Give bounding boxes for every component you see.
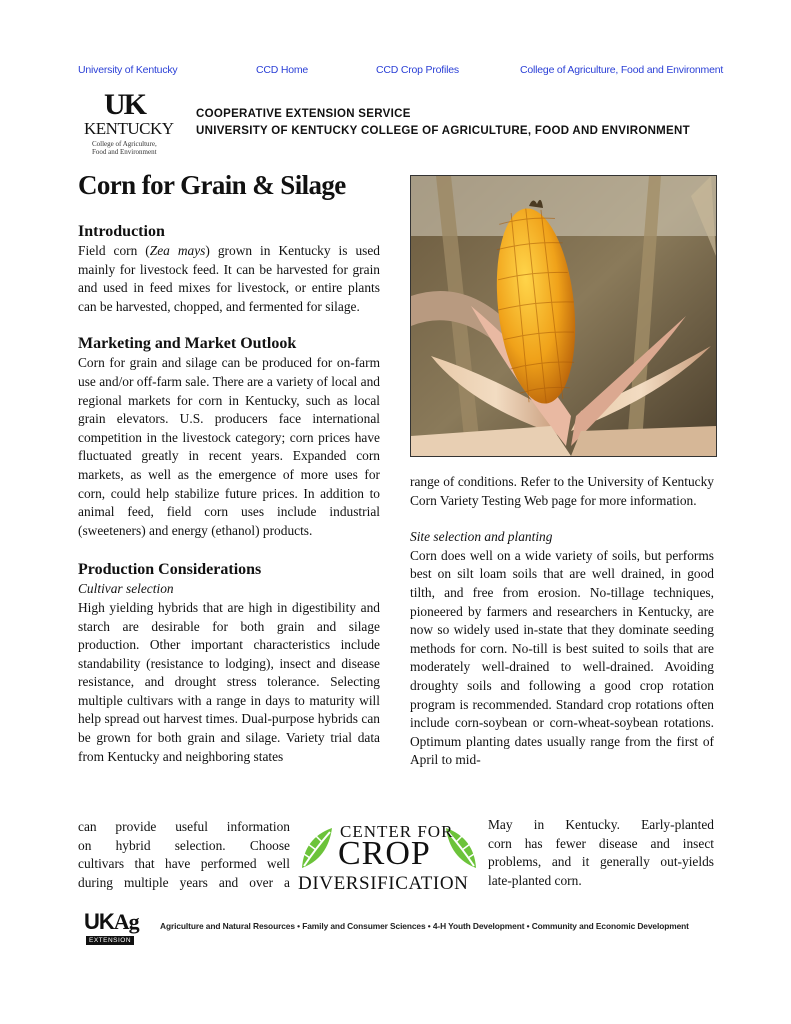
cultivar-narrow-text — [78, 818, 290, 892]
link-college[interactable]: College of Agriculture, Food and Environment — [520, 64, 724, 76]
cultivar-text: High yielding hybrids that are high in digestibility and starch are desirable for both grain and silage production. Other important characteristics include standability (resistance to lodging), insect and disease resistance, and drought stress tolerance. Selecting multiple cultivars with a range in days to maturity will help spread out harvest times. Dual-purpose hybrids can be grown for both grain and silage. Variety trial data from Kentucky and neighboring states — [78, 599, 380, 764]
intro-text — [78, 242, 380, 316]
uk-logo — [80, 90, 190, 162]
header-line-2: UNIVERSITY OF KENTUCKY COLLEGE OF AGRICULTURE, FOOD AND ENVIRONMENT — [196, 125, 690, 137]
ukag-ag: Ag — [113, 909, 139, 934]
logo-uk-text: UK — [104, 88, 145, 121]
ukag-uk: UK — [84, 909, 114, 934]
cultivar-line-2: on hybrid selection. Choose — [78, 837, 290, 853]
cultivar-line-4: during multiple years and over a — [78, 874, 290, 890]
intro-heading: Introduction — [78, 223, 165, 240]
left-column — [78, 222, 380, 766]
link-university-of-kentucky[interactable]: University of Kentucky — [78, 64, 178, 76]
ukag-extension-logo — [84, 910, 150, 950]
logo-sub-line-1: College of Agriculture, — [92, 140, 157, 148]
header-text — [196, 106, 690, 140]
ukag-extension-label: EXTENSION — [86, 936, 134, 945]
cultivar-line-3: cultivars that have performed well — [78, 856, 290, 872]
ccd-crop-text: CROP — [338, 835, 431, 872]
link-ccd-home[interactable]: CCD Home — [256, 64, 309, 76]
marketing-text: Corn for grain and silage can be produced for on-farm use and/or off-farm sale. There are a variety of local and regional markets for corn in Kentucky, such as local grain elevators. U.S. producers face international competition in the livestock category; corn prices have fluctuated greatly in recent years. Expanded corn markets, as well as the emergence of more uses for corn, could help stabilize future prices. In addition to animal feed, field corn uses include industrial (sweeteners) and energy (ethanol) products. — [78, 355, 380, 538]
site-heading: Site selection and planting — [410, 529, 553, 545]
site-line-1: May in Kentucky. Early-planted — [488, 817, 714, 832]
footer-program-areas: Agriculture and Natural Resources • Family and Consumer Sciences • 4-H Youth Development • Community and Economic Development — [160, 921, 689, 931]
marketing-heading: Marketing and Market Outlook — [78, 335, 297, 353]
intro-italic: Zea mays — [149, 243, 206, 258]
site-line-4: late-planted corn. — [488, 872, 582, 888]
site-narrow-text — [488, 816, 714, 890]
site-text: Corn does well on a wide variety of soils, but performs best on silt loam soils that are well drained, in good tilth, and free from erosion. No-tillage techniques, pioneered by farmers and researchers in Kentucky, are now so widely used in-state that they dominate seeding methods for corn. No-till is best suited to soils that are moderately well-drained to well-drained. Avoiding droughty soils and following a good crop rotation program is recommended. Standard crop rotations often include corn-soybean or corn-wheat-soybean rotations. Optimum planting dates usually range from the first of April to mid- — [410, 547, 714, 768]
ccd-center-text: CENTER FOR — [340, 822, 454, 841]
page-title: Corn for Grain & Silage — [78, 170, 346, 200]
right-column — [410, 473, 714, 770]
ukag-text — [84, 910, 150, 934]
site-line-2: corn has fewer disease and insect — [488, 835, 714, 851]
site-line-3: problems, and it generally out-yields — [488, 854, 714, 870]
production-heading: Production Considerations — [78, 561, 262, 579]
link-ccd-crop-profiles[interactable]: CCD Crop Profiles — [376, 64, 459, 76]
logo-sub-line-2: Food and Environment — [92, 148, 157, 156]
leaf-left-icon — [298, 824, 338, 874]
cultivar-line-1: can provide useful information — [78, 819, 290, 834]
logo-college-text — [92, 140, 157, 156]
header-line-1: COOPERATIVE EXTENSION SERVICE — [196, 108, 411, 120]
intro-text-a: Field corn ( — [78, 243, 150, 258]
intro-text-b: ) grown in Kentucky is used mainly for livestock feed. It can be harvested for grain and used in feed mixes for livestock, or entire plants can be harvested, chopped, and fermented for silage. — [78, 243, 380, 314]
cultivar-continued-text: range of conditions. Refer to the University of Kentucky Corn Variety Testing Web page for more information. — [410, 474, 714, 508]
logo-kentucky-text: KENTUCKY — [84, 119, 174, 138]
corn-photo — [410, 175, 717, 457]
ccd-logo — [298, 820, 480, 898]
ccd-diversification-text: DIVERSIFICATION — [298, 873, 469, 894]
cultivar-heading: Cultivar selection — [78, 581, 174, 597]
